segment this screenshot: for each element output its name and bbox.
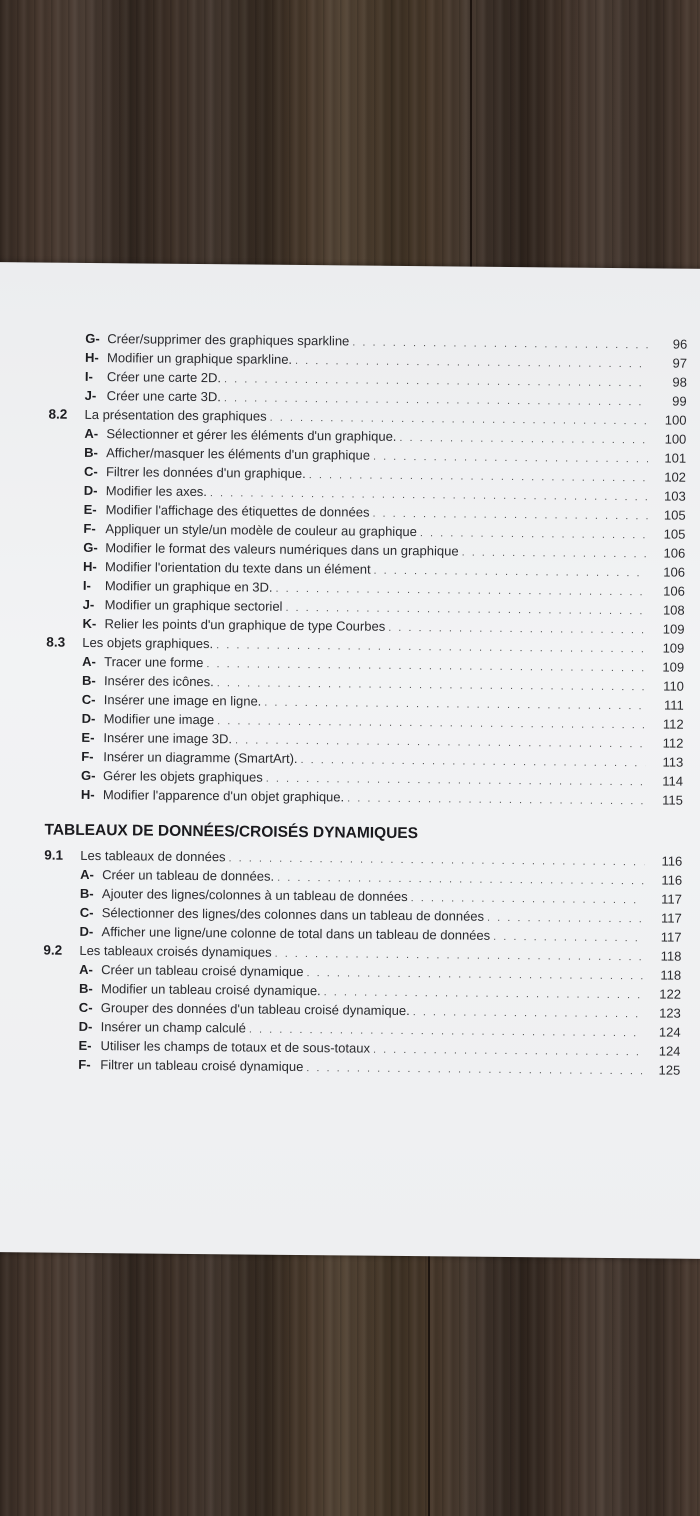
entry-letter: A-	[80, 866, 94, 883]
page-number: 109	[662, 640, 685, 656]
dot-leader	[347, 792, 645, 807]
toc-part-8	[45, 331, 690, 812]
page-number: 112	[662, 716, 684, 732]
dot-leader	[301, 754, 646, 769]
dot-leader	[275, 948, 644, 964]
entry-letter: J-	[84, 387, 97, 404]
entry-letter: H-	[80, 786, 95, 803]
page-number: 124	[658, 1024, 681, 1040]
entry-title: Afficher/masquer les éléments d'un graphique	[106, 445, 371, 463]
entry-title: Ajouter des lignes/colonnes à un tableau de données	[101, 886, 408, 905]
entry-letter: D-	[79, 923, 94, 940]
dot-leader	[324, 986, 643, 1001]
dot-leader	[413, 1006, 643, 1020]
dot-leader	[264, 697, 646, 713]
entry-title: Modifier l'affichage des étiquettes de données	[105, 502, 370, 520]
page-number: 97	[672, 355, 688, 371]
wood-background-bottom	[0, 1230, 700, 1516]
dot-leader	[306, 967, 643, 982]
page-number: 101	[664, 450, 687, 466]
entry-title: Filtrer les données d'un graphique.	[105, 464, 306, 482]
entry-title: Créer une carte 3D.	[106, 388, 221, 405]
page-number: 109	[662, 659, 685, 675]
entry-letter: F-	[81, 748, 94, 765]
entry-title: Insérer un champ calculé	[100, 1019, 246, 1036]
entry-letter: B-	[81, 672, 96, 689]
entry-letter: B-	[84, 444, 98, 461]
entry-letter: A-	[79, 961, 94, 978]
dot-leader	[411, 892, 644, 906]
entry-title: La présentation des graphiques	[84, 406, 267, 424]
page-number: 115	[662, 792, 683, 808]
page-number: 117	[661, 891, 682, 907]
entry-letter: E-	[78, 1037, 92, 1054]
entry-letter: I-	[84, 368, 93, 384]
entry-title: Grouper des données d'un tableau croisé dynamique.	[100, 1000, 410, 1019]
page-number: 114	[662, 773, 684, 789]
entry-title: Les tableaux de données	[80, 847, 226, 865]
entry-letter: H-	[85, 349, 99, 366]
entry-title: Insérer une image en ligne.	[103, 692, 262, 709]
dot-leader	[306, 1062, 642, 1077]
entry-title: Utiliser les champs de totaux et de sous-totaux	[100, 1038, 371, 1056]
dot-leader	[493, 931, 643, 944]
dot-leader	[249, 1024, 643, 1040]
page-number: 103	[664, 488, 686, 504]
entry-title: Créer un tableau de données.	[102, 867, 275, 884]
entry-letter: E-	[83, 501, 97, 518]
dot-leader	[224, 373, 649, 389]
entry-letter: B-	[78, 980, 93, 997]
dot-leader	[388, 622, 646, 636]
entry-title: Relier les points d'un graphique de type Courbes	[104, 616, 386, 634]
entry-title: Insérer des icônes.	[103, 673, 214, 690]
page-number: 109	[662, 621, 685, 637]
dot-leader	[309, 469, 648, 484]
dot-leader	[420, 527, 648, 541]
dot-leader	[352, 336, 649, 351]
entry-letter: B-	[79, 885, 94, 902]
dot-leader	[206, 658, 646, 674]
chapter-title: TABLEAUX DE DONNÉES/CROISÉS DYNAMIQUES	[44, 821, 419, 843]
page-number: 117	[660, 910, 682, 926]
entry-title: Sélectionner et gérer les éléments d'un graphique.	[106, 426, 397, 444]
dot-leader	[373, 451, 648, 466]
entry-letter: G-	[85, 330, 100, 347]
wood-background-top	[0, 0, 700, 300]
dot-leader	[217, 677, 646, 693]
entry-title: Les tableaux croisés dynamiques	[79, 942, 272, 960]
wood-seam	[428, 1250, 430, 1516]
entry-letter: G-	[83, 539, 98, 556]
dot-leader	[235, 734, 645, 750]
dot-leader	[295, 355, 649, 370]
section-number: 9.1	[44, 847, 64, 863]
entry-title: Tracer une forme	[104, 654, 204, 671]
page-number: 105	[663, 507, 686, 523]
wood-seam	[470, 0, 472, 275]
entry-title: Modifier le format des valeurs numériques dans un graphique	[105, 540, 459, 559]
dot-leader	[373, 1044, 643, 1059]
entry-title: Modifier l'apparence d'un objet graphique.	[102, 787, 345, 805]
dot-leader	[462, 547, 648, 561]
entry-title: Afficher une ligne/une colonne de total dans un tableau de données	[101, 924, 491, 943]
entry-title: Modifier un graphique en 3D.	[104, 578, 273, 595]
dot-leader	[277, 872, 644, 888]
page-number: 100	[664, 431, 687, 447]
dot-leader	[372, 508, 647, 523]
page-number: 118	[660, 948, 682, 964]
entry-title: Créer une carte 2D.	[106, 369, 222, 386]
entry-title: Insérer une image 3D.	[103, 730, 233, 747]
page-number: 116	[661, 853, 683, 869]
entry-letter: E-	[81, 729, 95, 746]
page-number: 123	[659, 1005, 681, 1021]
entry-title: Modifier un graphique sparkline.	[107, 350, 293, 367]
entry-letter: I-	[82, 577, 91, 593]
page-number: 98	[672, 374, 687, 390]
section-number: 9.2	[43, 942, 63, 958]
page-number: 122	[659, 986, 682, 1002]
dot-leader	[266, 773, 645, 789]
dot-leader	[275, 583, 646, 599]
page-number: 108	[662, 602, 685, 618]
entry-letter: F-	[83, 520, 96, 537]
page-number: 106	[663, 545, 686, 561]
page-number: 117	[660, 929, 682, 945]
entry-letter: A-	[82, 653, 96, 670]
dot-leader	[270, 412, 649, 428]
page-number: 99	[672, 393, 687, 409]
page-number: 111	[663, 697, 684, 713]
page-number: 118	[660, 967, 682, 983]
page-number: 96	[672, 336, 688, 352]
entry-letter: A-	[84, 425, 99, 442]
entry-letter: C-	[83, 463, 98, 480]
entry-title: Modifier les axes.	[105, 483, 208, 500]
page-number: 106	[663, 583, 685, 599]
entry-letter: G-	[81, 767, 96, 784]
dot-leader	[224, 392, 649, 408]
entry-letter: C-	[81, 691, 96, 708]
entry-title: Créer/supprimer des graphiques sparkline	[107, 331, 350, 349]
toc-part-9	[42, 848, 684, 1082]
dot-leader	[216, 639, 646, 655]
page-number: 110	[663, 678, 685, 694]
entry-title: Appliquer un style/un modèle de couleur au graphique	[105, 521, 418, 540]
book-page	[0, 262, 700, 1259]
dot-leader	[399, 432, 648, 446]
page-number: 112	[662, 735, 684, 751]
entry-letter: C-	[78, 999, 93, 1016]
entry-title: Modifier une image	[103, 711, 215, 728]
entry-letter: H-	[83, 558, 97, 575]
entry-letter: D-	[83, 482, 98, 499]
entry-title: Modifier l'orientation du texte dans un élément	[105, 559, 371, 577]
entry-letter: K-	[82, 615, 97, 632]
page-number: 124	[658, 1043, 681, 1059]
entry-title: Gérer les objets graphiques	[103, 768, 263, 785]
dot-leader	[374, 565, 648, 580]
dot-leader	[285, 602, 646, 617]
entry-letter: C-	[79, 904, 94, 921]
entry-title: Créer un tableau croisé dynamique	[101, 962, 304, 980]
entry-title: Sélectionner des lignes/des colonnes dans un tableau de données	[101, 905, 485, 924]
page-number: 106	[663, 564, 686, 580]
dot-leader	[229, 852, 645, 868]
entry-letter: F-	[78, 1056, 91, 1073]
table-of-contents	[42, 331, 689, 1082]
entry-title: Insérer un diagramme (SmartArt).	[103, 749, 298, 766]
page-number: 100	[664, 412, 687, 428]
section-number: 8.3	[46, 634, 66, 650]
section-number: 8.2	[48, 406, 68, 422]
entry-letter: D-	[81, 710, 96, 727]
page-number: 105	[663, 526, 686, 542]
entry-title: Modifier un tableau croisé dynamique.	[100, 981, 321, 999]
entry-title: Filtrer un tableau croisé dynamique	[100, 1057, 304, 1075]
page-number: 116	[661, 872, 683, 888]
page-number: 125	[658, 1062, 681, 1078]
dot-leader	[210, 487, 648, 503]
page-number: 102	[664, 469, 687, 485]
entry-letter: D-	[78, 1018, 93, 1035]
dot-leader	[487, 912, 644, 926]
dot-leader	[217, 715, 646, 731]
entry-title: Les objets graphiques.	[82, 634, 214, 652]
page-number: 113	[662, 754, 684, 770]
entry-title: Modifier un graphique sectoriel	[104, 597, 283, 614]
entry-letter: J-	[82, 596, 95, 613]
